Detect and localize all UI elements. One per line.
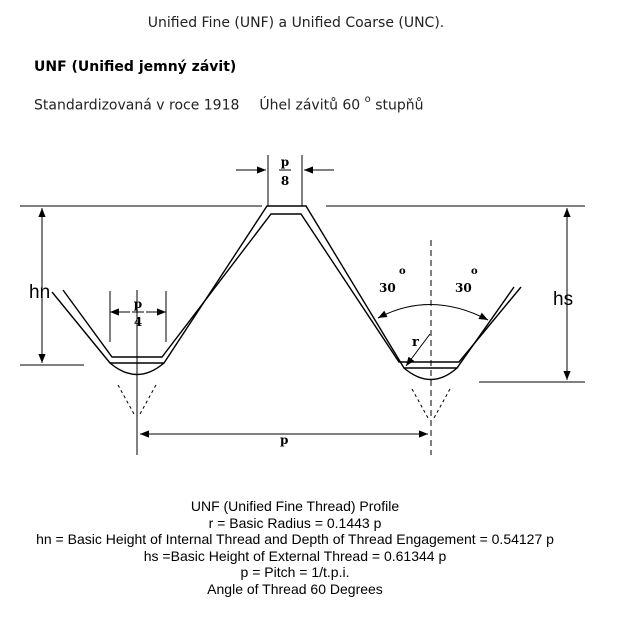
- angle-right-degree: o: [471, 266, 478, 277]
- root-flat-numerator: p: [133, 297, 143, 311]
- standardized-text: Standardizovaná v roce 1918: [34, 97, 240, 114]
- thread-angle-text: Úhel závitů 60: [259, 97, 361, 114]
- degree-mark: o: [364, 94, 371, 105]
- reference-lines: [20, 155, 585, 455]
- profile-caption: [0, 498, 590, 597]
- crest-flat-denominator: 8: [280, 174, 290, 188]
- caption-line: UNF (Unified Fine Thread) Profile: [190, 498, 400, 514]
- dimension-arrows: [42, 170, 567, 434]
- hs-label: hs: [553, 289, 574, 310]
- angle-right-value: 30: [455, 281, 472, 295]
- root-flat-denominator: 4: [133, 315, 143, 329]
- caption-line: hs =Basic Height of External Thread = 0.61344 p: [143, 547, 447, 564]
- caption-line: p = Pitch = 1/t.p.i.: [240, 564, 350, 580]
- section-title: UNF (Unified jemný závit): [34, 59, 237, 75]
- hn-label: hn: [29, 282, 51, 303]
- construction-dashes: [118, 385, 450, 418]
- root-flat-label: [132, 297, 144, 329]
- caption-line: r = Basic Radius = 0.1443 p: [208, 514, 382, 531]
- pitch-label: p: [280, 433, 289, 447]
- caption-line: Angle of Thread 60 Degrees: [207, 580, 383, 597]
- crest-flat-numerator: p: [280, 155, 290, 169]
- crest-flat-label: [279, 155, 291, 188]
- angle-left-degree: o: [399, 266, 406, 277]
- thread-profile-outline: [52, 206, 521, 380]
- degrees-word: stupňů: [375, 97, 424, 114]
- page-title: Unified Fine (UNF) a Unified Coarse (UNC).: [147, 15, 445, 31]
- angle-left-value: 30: [379, 281, 396, 295]
- caption-line: hn = Basic Height of Internal Thread and Depth of Thread Engagement = 0.54127 p: [36, 531, 554, 547]
- radius-label: r: [412, 335, 419, 350]
